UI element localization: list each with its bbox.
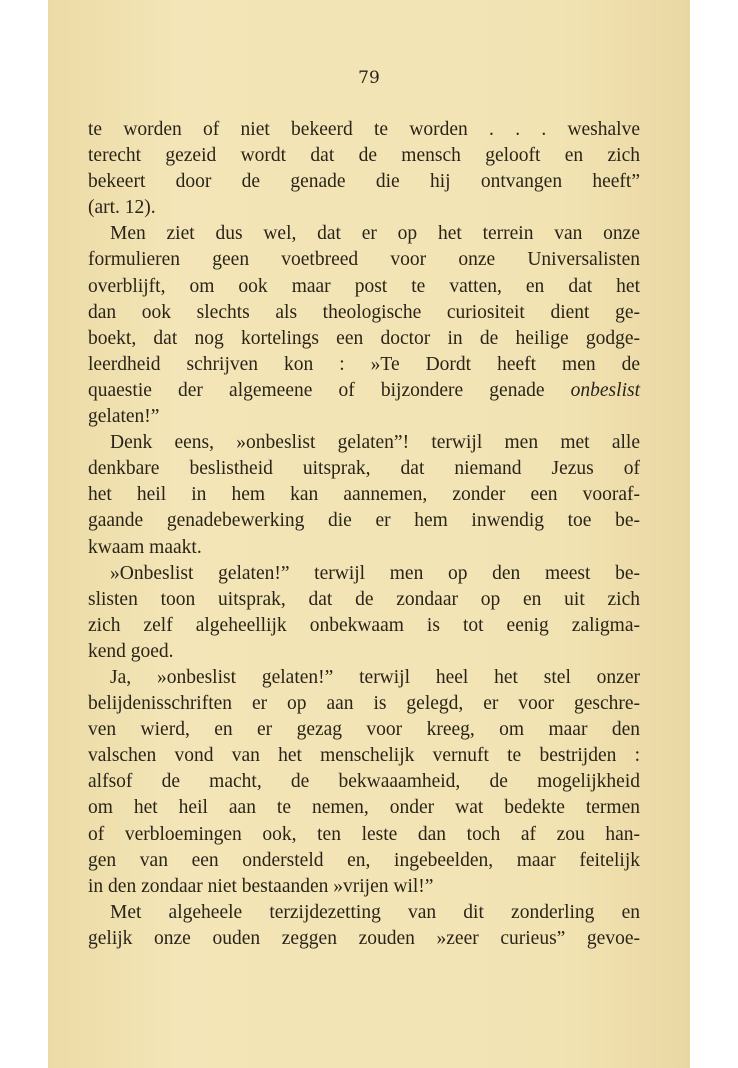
- text-line-content: terecht gezeid wordt dat de mensch gelooft en zich: [88, 145, 640, 167]
- text-line-content: valschen vond van het menschelijk vernuft te bestrijden :: [88, 745, 640, 767]
- text-line: [88, 326, 640, 352]
- text-line-content: te worden of niet bekeerd te worden . . . weshalve: [88, 119, 640, 140]
- text-line-content: quaestie der algemeene of bijzondere genade: [88, 379, 571, 401]
- text-line: [88, 822, 640, 848]
- text-line: [88, 691, 640, 717]
- text-line: [88, 378, 640, 404]
- text-line: [88, 587, 640, 613]
- text-line-content: gen van een ondersteld en, ingebeelden, maar feitelijk: [88, 849, 640, 871]
- text-line: [88, 769, 640, 795]
- text-line-content: »Onbeslist gelaten!” terwijl men op den meest be-: [110, 562, 640, 584]
- text-line: [88, 665, 640, 691]
- text-line: [88, 482, 640, 508]
- text-line-content: overblijft, om ook maar post te vatten, en dat het: [88, 275, 640, 297]
- text-line: [88, 430, 640, 456]
- text-line: [88, 535, 640, 561]
- text-line-content: zich zelf algeheellijk onbekwaam is tot eenig zaligma-: [88, 614, 640, 636]
- text-line: [88, 143, 640, 169]
- text-line-content: in den zondaar niet bestaanden »vrijen wil!”: [88, 875, 434, 897]
- text-line: [88, 274, 640, 300]
- page-number: 79: [358, 68, 380, 88]
- text-line-content: kend goed.: [88, 640, 174, 662]
- text-line-content: om het heil aan te nemen, onder wat bedekte termen: [88, 797, 640, 819]
- text-line: [88, 247, 640, 273]
- text-line: [88, 300, 640, 326]
- text-line-content: ven wierd, en er gezag voor kreeg, om maar den: [88, 719, 640, 741]
- text-line: [88, 117, 640, 143]
- text-line-content: gelijk onze ouden zeggen zouden »zeer curieus” gevoe-: [88, 927, 640, 949]
- text-line: [88, 900, 640, 926]
- text-line-content: (art. 12).: [88, 197, 156, 219]
- text-line: [88, 404, 640, 430]
- text-line: [88, 795, 640, 821]
- text-line-content: belijdenisschriften er op aan is gelegd, er voor geschre-: [88, 693, 640, 715]
- text-line-content: Met algeheele terzijdezetting van dit zonderling en: [110, 901, 640, 923]
- text-line: [88, 352, 640, 378]
- text-line: [88, 717, 640, 743]
- text-line: [88, 926, 640, 952]
- text-line-content: slisten toon uitsprak, dat de zondaar op en uit zich: [88, 588, 640, 610]
- italic-word: onbeslist: [570, 379, 640, 401]
- text-line: [88, 195, 640, 221]
- text-line-content: het heil in hem kan aannemen, zonder een vooraf-: [88, 484, 640, 506]
- text-line: [88, 456, 640, 482]
- book-page: [48, 0, 690, 1068]
- text-line-content: Ja, »onbeslist gelaten!” terwijl heel het stel onzer: [110, 666, 640, 688]
- text-line-content: formulieren geen voetbreed voor onze Universalisten: [88, 249, 640, 271]
- text-line: [88, 874, 640, 900]
- text-line-content: dan ook slechts als theologische curiositeit dient ge-: [88, 301, 640, 323]
- text-line-content: alfsof de macht, de bekwaaamheid, de mogelijkheid: [88, 771, 640, 793]
- text-line-content: Denk eens, »onbeslist gelaten”! terwijl men met alle: [110, 432, 640, 454]
- text-line-content: denkbare beslistheid uitsprak, dat niemand Jezus of: [88, 458, 640, 480]
- text-line: [88, 613, 640, 639]
- text-line: [88, 848, 640, 874]
- text-line: [88, 561, 640, 587]
- text-line-content: bekeert door de genade die hij ontvangen heeft”: [88, 171, 640, 193]
- text-line-content: gelaten!”: [88, 406, 160, 428]
- text-line-content: kwaam maakt.: [88, 536, 202, 558]
- text-line: [88, 639, 640, 665]
- text-line: [88, 508, 640, 534]
- text-line-content: Men ziet dus wel, dat er op het terrein van onze: [110, 223, 640, 245]
- text-line: [88, 743, 640, 769]
- text-line-content: boekt, dat nog kortelings een doctor in de heilige godge-: [88, 327, 640, 349]
- text-line-content: gaande genadebewerking die er hem inwendig toe be-: [88, 510, 640, 532]
- text-line: [88, 169, 640, 195]
- text-line-content: leerdheid schrijven kon : »Te Dordt heeft men de: [88, 353, 640, 375]
- text-line-content: of verbloemingen ook, ten leste dan toch af zou han-: [88, 823, 640, 845]
- body-text: [88, 117, 640, 952]
- text-line: [88, 221, 640, 247]
